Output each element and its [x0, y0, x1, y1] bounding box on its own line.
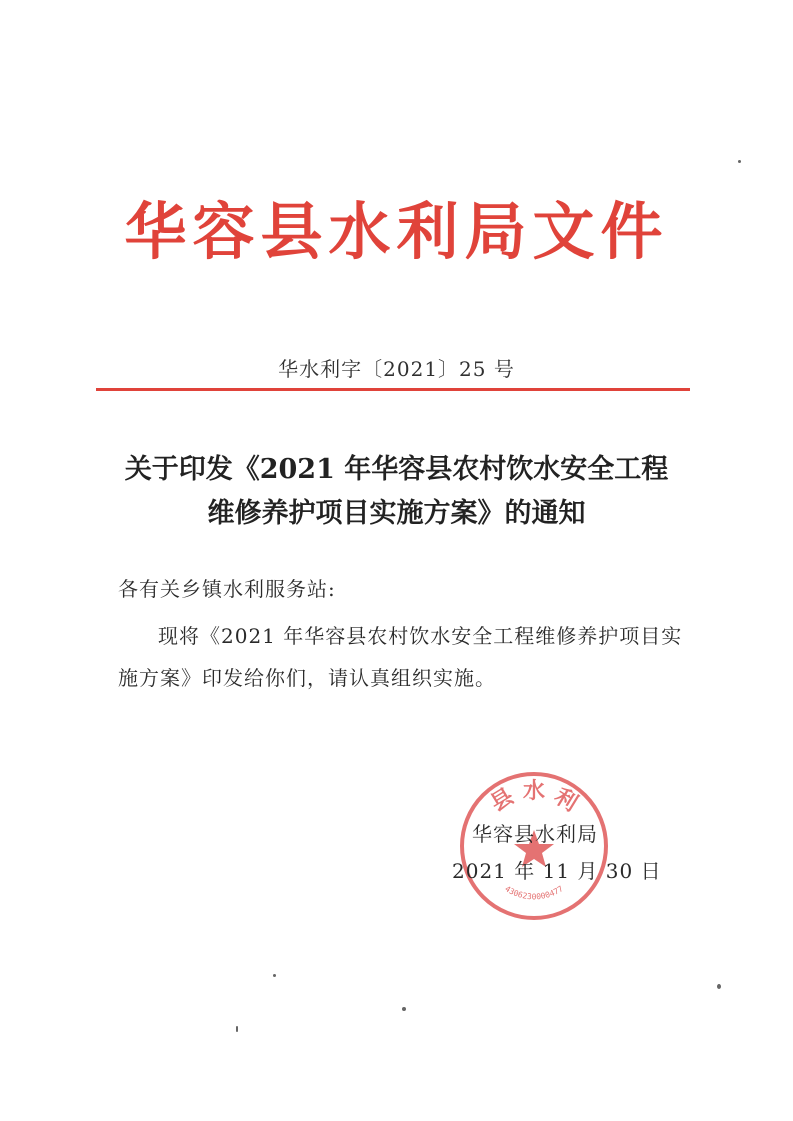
- notice-title: [60, 448, 733, 536]
- document-header-title: 华容县水利局文件: [124, 195, 669, 268]
- notice-title-line-1: 关于印发《2021 年华容县农村饮水安全工程: [124, 454, 669, 485]
- notice-title-line-2: 维修养护项目实施方案》的通知: [207, 498, 586, 529]
- issue-date: 2021 年 11 月 30 日: [452, 859, 662, 883]
- seal-code-text: 4306230000477: [503, 884, 565, 902]
- scan-speck: [717, 984, 721, 989]
- letter-body-line-1: 现将《2021 年华容县农村饮水安全工程维修养护项目实: [158, 624, 683, 648]
- header-red-rule: [96, 388, 690, 391]
- letter-body-line-2: 施方案》印发给你们，请认真组织实施。: [118, 666, 496, 690]
- addressee: 各有关乡镇水利服务站:: [118, 577, 336, 601]
- document-number: 华水利字〔2021〕25 号: [278, 357, 515, 381]
- seal-arc-text: 县 水 利: [485, 778, 583, 817]
- scan-speck: [273, 974, 276, 977]
- scan-speck: [738, 160, 741, 163]
- letter-body: [118, 615, 683, 699]
- scan-speck: [402, 1007, 406, 1011]
- scan-speck: [236, 1026, 238, 1032]
- issuer-name: 华容县水利局: [472, 822, 598, 846]
